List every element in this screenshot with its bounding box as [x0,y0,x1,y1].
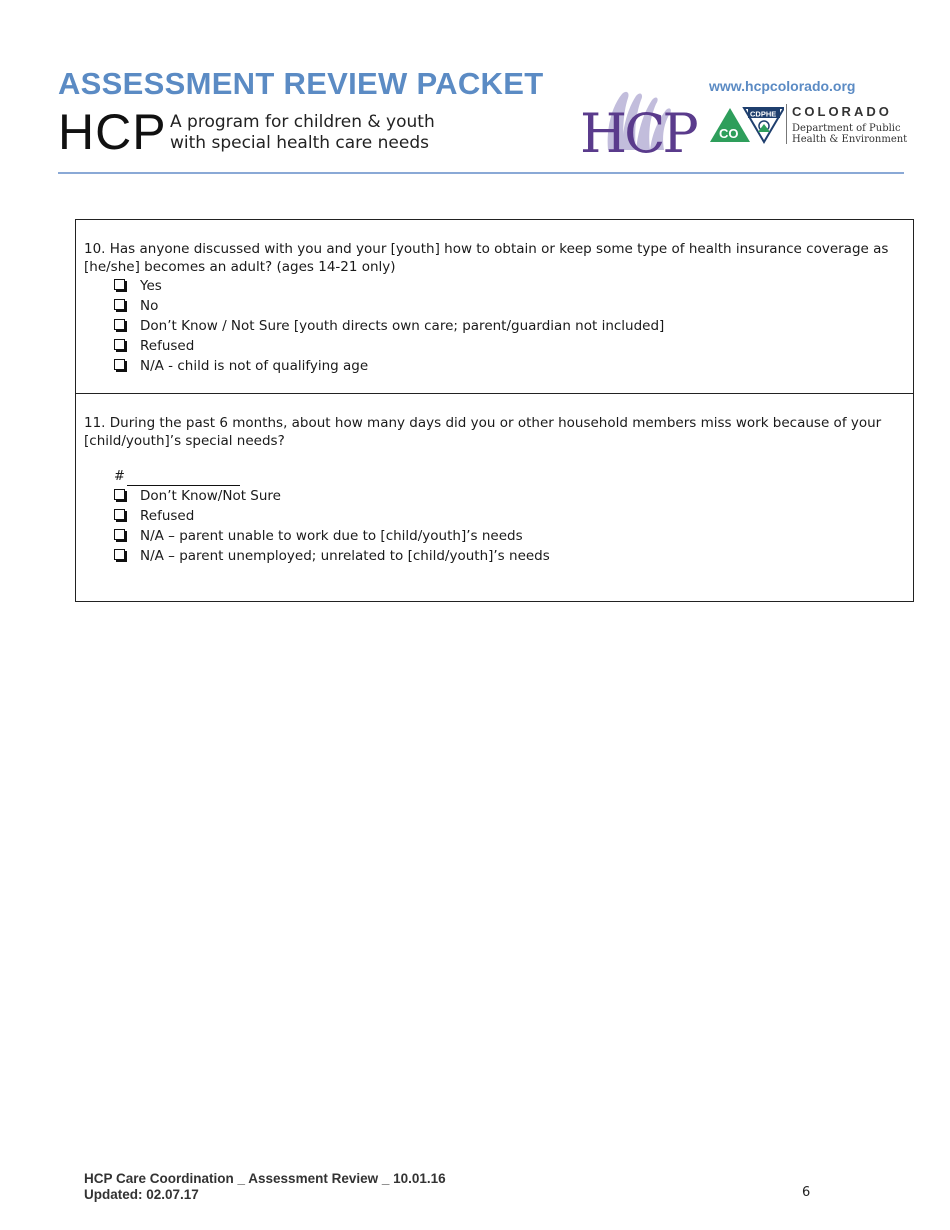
question-10 [76,220,913,393]
option-label: Don’t Know / Not Sure [youth directs own care; parent/guardian not included] [140,318,665,334]
option-refused[interactable] [114,336,905,356]
department-line-1: Department of Public [792,123,901,134]
checkbox-icon[interactable] [114,299,125,310]
website-link[interactable]: www.hcpcolorado.org [709,78,856,94]
colorado-state-logo [708,104,784,144]
option-refused[interactable] [114,506,905,526]
days-count-field[interactable] [84,468,905,486]
option-label: No [140,298,159,314]
option-label: Don’t Know/Not Sure [140,488,281,504]
option-label: N/A – parent unemployed; unrelated to [child/youth]’s needs [140,548,550,564]
footer-line-2: Updated: 02.07.17 [84,1187,199,1202]
checkbox-icon[interactable] [114,339,125,350]
option-no[interactable] [114,296,905,316]
checkbox-icon[interactable] [114,509,125,520]
option-dont-know[interactable] [114,486,905,506]
page-footer [84,1171,446,1203]
logo-divider [786,104,787,144]
cdphe-badge-icon [744,108,784,142]
co-triangle-icon [710,108,750,142]
cdphe-badge-text: CDPHE [750,109,777,119]
question-11-options [84,486,905,566]
option-label: N/A - child is not of qualifying age [140,358,369,374]
checkbox-icon[interactable] [114,279,125,290]
checkbox-icon[interactable] [114,489,125,500]
count-prefix: # [114,469,125,484]
hcp-logo-text: HCP [580,102,696,158]
days-count-input-line[interactable] [127,471,240,486]
option-label: Yes [140,278,162,294]
question-10-text: 10. Has anyone discussed with you and your [youth] how to obtain or keep some type of health insurance coverage as [he/she] becomes an adult? (ages 14-21 only) [84,241,889,275]
option-label: Refused [140,508,195,524]
page-number: 6 [802,1185,811,1200]
checkbox-icon[interactable] [114,549,125,560]
program-abbreviation: HCP [58,104,167,160]
question-11-text: 11. During the past 6 months, about how many days did you or other household members miss work because of your [child/youth]’s special needs? [84,415,882,449]
tagline-line-1: A program for children & youth [170,112,435,132]
co-logo-text: CO [719,126,739,141]
footer-line-1: HCP Care Coordination _ Assessment Review _ 10.01.16 [84,1171,446,1186]
option-parent-unemployed[interactable] [114,546,905,566]
program-tagline [170,112,435,154]
question-11 [76,393,913,601]
hcp-logo [578,88,700,158]
checkbox-icon[interactable] [114,529,125,540]
packet-title: ASSESSMENT REVIEW PACKET [58,66,544,101]
state-name: COLORADO [792,104,892,119]
tagline-line-2: with special health care needs [170,133,429,153]
option-label: Refused [140,338,195,354]
option-dont-know[interactable] [114,316,905,336]
question-10-options [84,276,905,376]
department-name [792,123,907,145]
option-not-applicable[interactable] [114,356,905,376]
option-label: N/A – parent unable to work due to [child/youth]’s needs [140,528,523,544]
header-divider [58,172,904,174]
checkbox-icon[interactable] [114,359,125,370]
checkbox-icon[interactable] [114,319,125,330]
department-line-2: Health & Environment [792,134,908,145]
option-parent-unable-to-work[interactable] [114,526,905,546]
option-yes[interactable] [114,276,905,296]
questions-table [75,219,914,602]
